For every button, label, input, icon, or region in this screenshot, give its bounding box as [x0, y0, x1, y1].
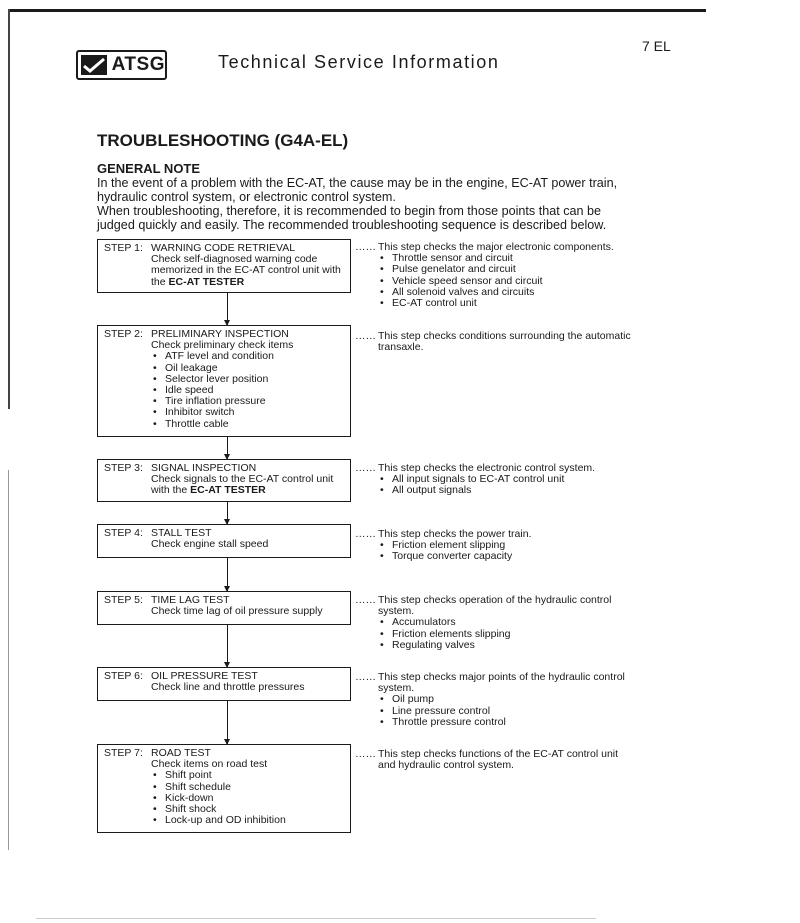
- step-label: STEP 4:: [104, 527, 143, 539]
- general-note-text: [97, 176, 642, 232]
- step-text: Check time lag of oil pressure supply: [151, 605, 323, 618]
- leader-dots: ……: [355, 594, 376, 606]
- page-title: TROUBLESHOOTING (G4A-EL): [97, 131, 349, 150]
- step-text: Check self-diagnosed warning code memorized in the EC-AT control unit with the EC-AT TESTER: [151, 253, 341, 288]
- list-item: • Throttle cable: [151, 419, 344, 430]
- step-text: Check line and throttle pressures: [151, 681, 305, 694]
- list-item: • Friction element slipping: [378, 540, 532, 551]
- leader-dots: ……: [355, 462, 376, 474]
- list-item: • ATF level and condition: [151, 351, 344, 362]
- step-title: PRELIMINARY INSPECTION: [151, 328, 289, 340]
- step-label: STEP 7:: [104, 747, 143, 759]
- service-title: Technical Service Information: [218, 52, 500, 72]
- list-item: • Oil pump: [378, 694, 637, 705]
- atsg-logo: [76, 50, 167, 80]
- list-item: • Vehicle speed sensor and circuit: [378, 276, 614, 287]
- bottom-rule: [36, 918, 596, 919]
- list-item: • Tire inflation pressure: [151, 396, 344, 407]
- step-description: [355, 749, 637, 771]
- flow-arrow: [227, 625, 228, 667]
- list-item: • Shift shock: [151, 804, 344, 815]
- step-box: [97, 744, 351, 833]
- leader-dots: ……: [355, 528, 376, 540]
- flow-arrow: [227, 293, 228, 325]
- list-item: • Throttle sensor and circuit: [378, 253, 614, 264]
- step-text: Check signals to the EC-AT control unit with the EC-AT TESTER: [151, 473, 334, 497]
- step-box: [97, 667, 351, 701]
- leader-dots: ……: [355, 671, 376, 683]
- step-box: [97, 459, 351, 502]
- step-label: STEP 1:: [104, 242, 143, 254]
- step-label: STEP 6:: [104, 670, 143, 682]
- flow-arrow: [227, 437, 228, 459]
- logo-text: ATSG: [111, 54, 165, 75]
- list-item: • Throttle pressure control: [378, 717, 637, 728]
- intro-paragraph: In the event of a problem with the EC-AT, the cause may be in the engine, EC-AT power train, hydraulic control system, or electronic control system.: [97, 176, 618, 204]
- step-description: [355, 463, 637, 497]
- list-item: • All output signals: [378, 485, 595, 496]
- list-item: • All input signals to EC-AT control unit: [378, 474, 595, 485]
- step-text: Check preliminary check items: [151, 339, 294, 352]
- list-item: • Idle speed: [151, 385, 344, 396]
- list-item: • Torque converter capacity: [378, 551, 532, 562]
- description-text: This step checks major points of the hydraulic control system.: [378, 671, 625, 695]
- step-description: [355, 331, 637, 353]
- list-item: • Pulse genelator and circuit: [378, 264, 614, 275]
- left-margin-rule: [8, 9, 10, 409]
- list-item: • Shift point: [151, 770, 344, 781]
- list-item: • Line pressure control: [378, 706, 637, 717]
- list-item: • Lock-up and OD inhibition: [151, 815, 344, 826]
- list-item: • Inhibitor switch: [151, 407, 344, 418]
- step-box: [97, 325, 351, 437]
- step-description: [355, 672, 637, 728]
- top-rule: [8, 9, 706, 12]
- step-description: [355, 595, 637, 651]
- step-description: [355, 529, 637, 563]
- description-text: This step checks conditions surrounding the automatic transaxle.: [378, 330, 631, 354]
- description-text: This step checks functions of the EC-AT control unit and hydraulic control system.: [378, 748, 619, 772]
- step-title: SIGNAL INSPECTION: [151, 462, 257, 474]
- step-title: STALL TEST: [151, 527, 212, 539]
- leader-dots: ……: [355, 748, 376, 760]
- general-note-heading: GENERAL NOTE: [97, 161, 201, 176]
- tester-name: EC-AT TESTER: [168, 275, 245, 288]
- checkmark-icon: [81, 55, 107, 75]
- step-box: [97, 591, 351, 625]
- step-description: [355, 242, 637, 309]
- leader-dots: ……: [355, 330, 376, 342]
- step-text: Check items on road test: [151, 758, 268, 771]
- list-item: • Accumulators: [378, 617, 637, 628]
- left-margin-rule-lower: [8, 470, 9, 850]
- list-item: • All solenoid valves and circuits: [378, 287, 614, 298]
- flow-arrow: [227, 502, 228, 524]
- step-text: Check engine stall speed: [151, 538, 269, 551]
- intro-paragraph: When troubleshooting, therefore, it is recommended to begin from those points that can be judged quickly and easily. The recommended troubleshooting sequence is described below.: [97, 204, 607, 232]
- step-title: WARNING CODE RETRIEVAL: [151, 242, 296, 254]
- leader-dots: ……: [355, 241, 376, 253]
- list-item: • Regulating valves: [378, 640, 637, 651]
- list-item: • EC-AT control unit: [378, 298, 614, 309]
- list-item: • Oil leakage: [151, 363, 344, 374]
- step-box: [97, 239, 351, 293]
- description-text: This step checks the power train.: [378, 528, 532, 540]
- step-title: ROAD TEST: [151, 747, 211, 759]
- step-label: STEP 5:: [104, 594, 143, 606]
- list-item: • Kick-down: [151, 793, 344, 804]
- description-text: This step checks the electronic control system.: [378, 462, 596, 474]
- step-box: [97, 524, 351, 558]
- list-item: • Friction elements slipping: [378, 629, 637, 640]
- step-label: STEP 2:: [104, 328, 143, 340]
- description-text: This step checks the major electronic components.: [378, 241, 614, 253]
- list-item: • Selector lever position: [151, 374, 344, 385]
- step-title: TIME LAG TEST: [151, 594, 230, 606]
- step-title: OIL PRESSURE TEST: [151, 670, 258, 682]
- tester-name: EC-AT TESTER: [190, 484, 266, 497]
- flow-arrow: [227, 558, 228, 591]
- description-text: This step checks operation of the hydraulic control system.: [378, 594, 612, 618]
- list-item: • Shift schedule: [151, 782, 344, 793]
- flow-arrow: [227, 701, 228, 744]
- step-label: STEP 3:: [104, 462, 143, 474]
- page-number: 7 EL: [642, 38, 671, 54]
